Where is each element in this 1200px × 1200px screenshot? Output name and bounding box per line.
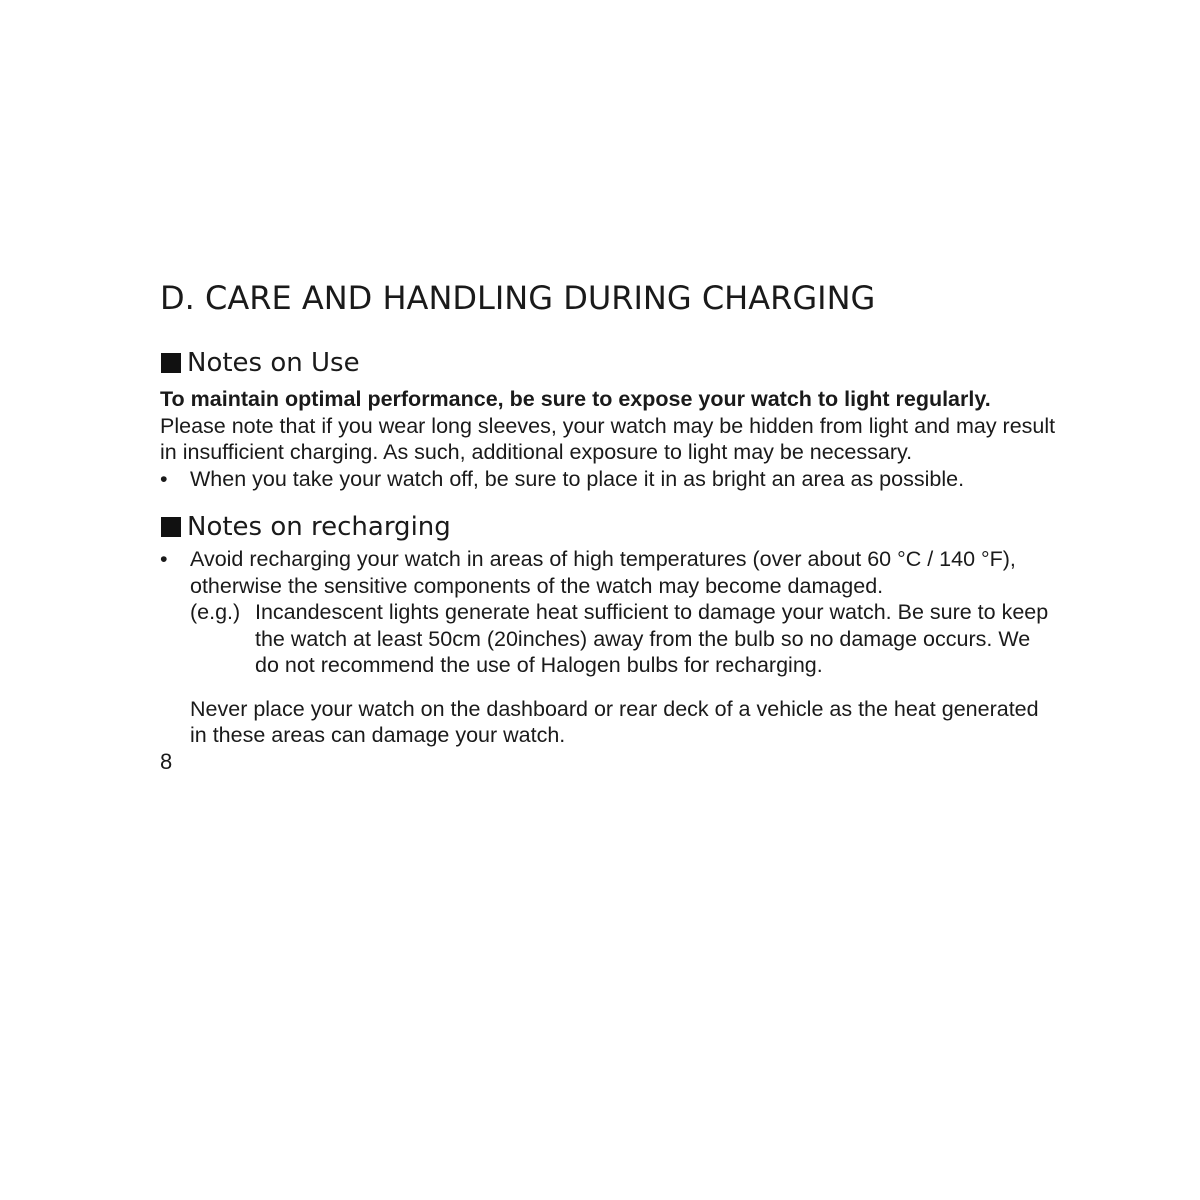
section-heading-label: Notes on recharging (187, 512, 451, 542)
page-title: D. CARE AND HANDLING DURING CHARGING (160, 279, 876, 317)
bullet-item (160, 466, 1060, 493)
body-paragraph: Please note that if you wear long sleeves, your watch may be hidden from light and may result in insufficient charging. As such, additional exposure to light may be necessary. (160, 413, 1056, 464)
example-text: Incandescent lights generate heat sufficient to damage your watch. Be sure to keep the watch at least 50cm (20inches) away from the bulb so no damage occurs. We do not recommend the use of Halogen bulbs for recharging. (255, 600, 1049, 677)
section-heading-notes-on-recharging (160, 510, 1060, 544)
bullet-item (160, 546, 1060, 599)
bullet-dot-icon: • (160, 466, 168, 491)
lead-bold-text: To maintain optimal performance, be sure to expose your watch to light regularly. (160, 387, 991, 411)
black-square-icon (161, 517, 181, 537)
black-square-icon (161, 353, 181, 373)
example-label: (e.g.) (190, 600, 241, 624)
page-number: 8 (160, 748, 173, 774)
section-heading-label: Notes on Use (187, 348, 360, 378)
closing-paragraph: Never place your watch on the dashboard or rear deck of a vehicle as the heat generated in these areas can damage your watch. (190, 696, 1039, 747)
example-block (160, 599, 1060, 679)
manual-page (160, 276, 1060, 775)
bullet-text: When you take your watch off, be sure to place it in as bright an area as possible. (190, 466, 965, 491)
bullet-text: Avoid recharging your watch in areas of high temperatures (over about 60 °C / 140 °F), otherwise the sensitive components of the watch may become damaged. (190, 547, 1016, 598)
bullet-dot-icon: • (160, 547, 168, 571)
section-heading-notes-on-use (160, 346, 1060, 380)
